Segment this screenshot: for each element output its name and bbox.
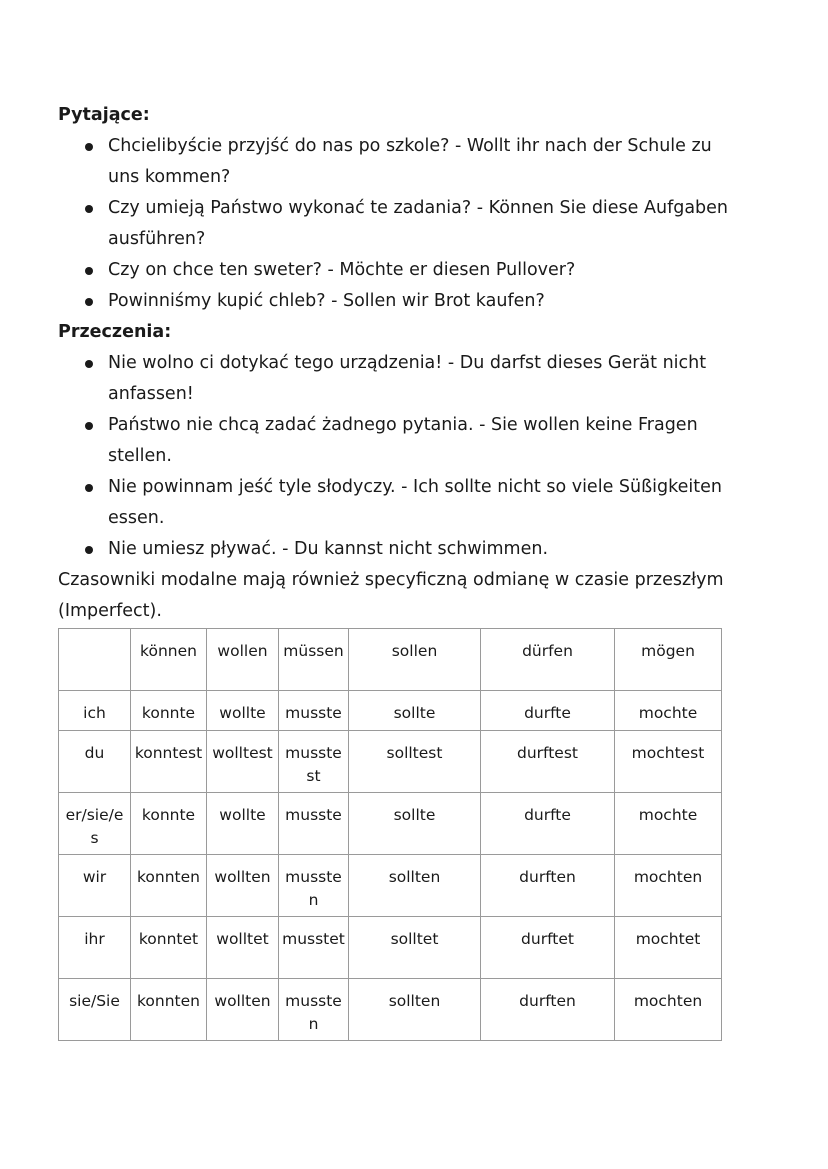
table-row (59, 855, 722, 917)
list-item: Nie umiesz pływać. - Du kannst nicht schwimmen. (58, 534, 748, 565)
table-header-cell: mögen (615, 629, 722, 691)
table-cell: durften (481, 979, 615, 1041)
questions-list (58, 131, 758, 317)
table-cell: wollten (207, 979, 279, 1041)
document-page (58, 100, 758, 627)
table-cell: musstest (279, 731, 349, 793)
negations-list (58, 348, 758, 565)
table-cell: sie/Sie (59, 979, 131, 1041)
table-cell: er/sie/es (59, 793, 131, 855)
table-cell: sollte (349, 691, 481, 731)
list-item: Czy on chce ten sweter? - Möchte er diesen Pullover? (58, 255, 748, 286)
table-cell: du (59, 731, 131, 793)
list-item: Powinniśmy kupić chleb? - Sollen wir Brot kaufen? (58, 286, 748, 317)
table-cell: solltet (349, 917, 481, 979)
table-header-cell (59, 629, 131, 691)
table-cell: musste (279, 793, 349, 855)
table-cell: wollte (207, 793, 279, 855)
table-cell: mochtet (615, 917, 722, 979)
table-cell: konnten (131, 979, 207, 1041)
table-header-cell: sollen (349, 629, 481, 691)
table-cell: konnte (131, 691, 207, 731)
section-title-questions: Pytające: (58, 105, 150, 125)
table-cell: sollten (349, 855, 481, 917)
list-item: Nie wolno ci dotykać tego urządzenia! - Du darfst dieses Gerät nicht anfassen! (58, 348, 748, 410)
list-item: Chcielibyście przyjść do nas po szkole? - Wollt ihr nach der Schule zu uns kommen? (58, 131, 748, 193)
table-cell: sollte (349, 793, 481, 855)
table-header-cell: dürfen (481, 629, 615, 691)
table-header-cell: müssen (279, 629, 349, 691)
table-cell: mochten (615, 979, 722, 1041)
table-cell: konnte (131, 793, 207, 855)
table-row (59, 731, 722, 793)
table-header-cell: wollen (207, 629, 279, 691)
table-cell: sollten (349, 979, 481, 1041)
table-cell: mochte (615, 793, 722, 855)
table-cell: ich (59, 691, 131, 731)
table-cell: konnten (131, 855, 207, 917)
table-cell: durfte (481, 691, 615, 731)
table-row (59, 793, 722, 855)
table-cell: durften (481, 855, 615, 917)
table-cell: musstet (279, 917, 349, 979)
section-title-negations: Przeczenia: (58, 322, 172, 342)
table-header-cell: können (131, 629, 207, 691)
table-cell: wolltet (207, 917, 279, 979)
table-cell: wolltest (207, 731, 279, 793)
table-cell: durftet (481, 917, 615, 979)
list-item: Nie powinnam jeść tyle słodyczy. - Ich sollte nicht so viele Süßigkeiten essen. (58, 472, 748, 534)
table-cell: durfte (481, 793, 615, 855)
table-cell: mussten (279, 855, 349, 917)
table-cell: musste (279, 691, 349, 731)
table-cell: mochten (615, 855, 722, 917)
table-cell: mussten (279, 979, 349, 1041)
table-cell: konntet (131, 917, 207, 979)
table-row (59, 917, 722, 979)
list-item: Czy umieją Państwo wykonać te zadania? - Können Sie diese Aufgaben ausführen? (58, 193, 748, 255)
table-row (59, 979, 722, 1041)
table-cell: durftest (481, 731, 615, 793)
imperfect-paragraph: Czasowniki modalne mają również specyficzną odmianę w czasie przeszłym (Imperfect). (58, 570, 724, 621)
table-cell: solltest (349, 731, 481, 793)
table-header-row (59, 629, 722, 691)
conjugation-table (58, 628, 722, 1041)
table-cell: mochte (615, 691, 722, 731)
table-cell: ihr (59, 917, 131, 979)
table-cell: konntest (131, 731, 207, 793)
table-cell: wollten (207, 855, 279, 917)
table-cell: wollte (207, 691, 279, 731)
table-row (59, 691, 722, 731)
table-cell: mochtest (615, 731, 722, 793)
list-item: Państwo nie chcą zadać żadnego pytania. - Sie wollen keine Fragen stellen. (58, 410, 748, 472)
table-cell: wir (59, 855, 131, 917)
